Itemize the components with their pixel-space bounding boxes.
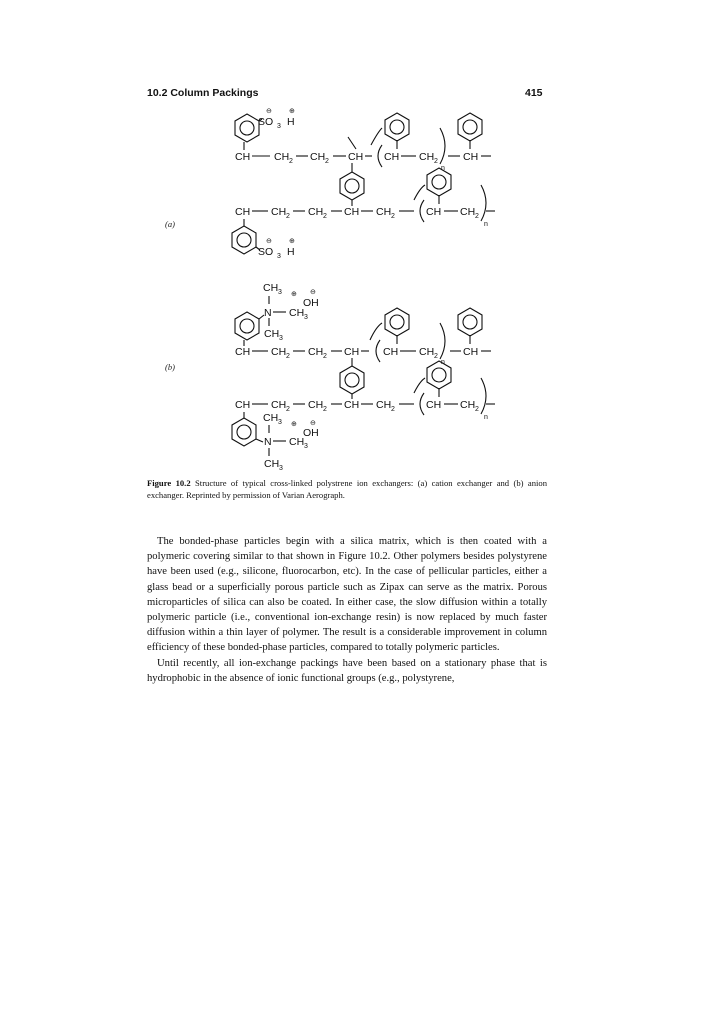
ch2-unit: CH	[271, 399, 287, 411]
figure-part-a	[165, 108, 495, 260]
ch-unit: CH	[235, 399, 251, 411]
ring-circle	[345, 373, 359, 387]
ch-unit: CH	[463, 346, 479, 358]
benzene-ring	[385, 308, 409, 336]
ch2-unit: CH	[419, 151, 435, 163]
page-number: 415	[525, 87, 543, 99]
repeat-n: n	[441, 359, 445, 366]
ring-circle	[240, 121, 254, 135]
paren-open	[378, 145, 382, 167]
hydroxide: OH	[303, 427, 319, 439]
subscript-3: 3	[304, 443, 308, 450]
subscript-2: 2	[286, 353, 290, 360]
ch-unit: CH	[235, 346, 251, 358]
benzene-ring	[232, 226, 256, 254]
ring-circle	[345, 179, 359, 193]
ch2-unit: CH	[310, 151, 326, 163]
body-text	[147, 534, 547, 686]
ch2-unit: CH	[271, 346, 287, 358]
subscript-2: 2	[391, 406, 395, 413]
benzene-ring	[235, 312, 259, 340]
ch2-unit: CH	[460, 399, 476, 411]
figure-caption	[147, 477, 547, 501]
subscript-3: 3	[277, 123, 281, 130]
paren-open	[376, 340, 380, 362]
ch2-unit: CH	[460, 206, 476, 218]
repeat-n: n	[441, 165, 445, 172]
paragraph: The bonded-phase particles begin with a silica matrix, which is then coated with a polymeric covering similar to that shown in Figure 10.2. Other polymers besides polystyrene have been used (e.g., silicone, fluorocarbon, etc). In the case of pellicular particles, either a glass bead or a superficially porous particle such as Zipax can serve as the matrix. Porous microparticles of silica can also be coated. In either case, the slow diffusion within a totally polymeric particle (i.e., conventional ion-exchange resin) is now replaced by much faster diffusion within a thin layer of polymer. The result is a considerable improvement in column efficiency of these bonded-phase particles, compared to totally polymeric particles.	[147, 536, 547, 654]
ring-circle	[237, 425, 251, 439]
ch-unit: CH	[344, 346, 360, 358]
structure-figure	[0, 0, 723, 480]
benzene-ring	[235, 114, 259, 142]
running-header-section: 10.2 Column Packings	[147, 87, 259, 99]
charge-plus: ⊕	[289, 238, 295, 245]
ring-circle	[390, 120, 404, 134]
ch-unit: CH	[344, 399, 360, 411]
repeat-n: n	[484, 414, 488, 421]
ch-unit: CH	[426, 206, 442, 218]
ch-unit: CH	[426, 399, 442, 411]
benzene-ring	[427, 361, 451, 389]
subscript-2: 2	[325, 158, 329, 165]
ch-unit: CH	[235, 206, 251, 218]
charge-plus: ⊕	[291, 421, 297, 428]
ring-circle	[237, 233, 251, 247]
paren-close	[481, 378, 486, 414]
ch3-group: CH	[289, 436, 305, 448]
ch3-group: CH	[263, 412, 279, 424]
subscript-2: 2	[475, 406, 479, 413]
figure-part-b	[165, 282, 495, 472]
hydroxide: OH	[303, 297, 319, 309]
benzene-ring	[458, 308, 482, 336]
figure-label-a: (a)	[165, 219, 175, 229]
paren-close	[440, 323, 445, 359]
benzene-ring	[458, 113, 482, 141]
subscript-2: 2	[475, 213, 479, 220]
nitrogen: N	[264, 436, 272, 448]
ring-circle	[240, 319, 254, 333]
benzene-ring	[427, 168, 451, 196]
paren-open	[420, 200, 424, 222]
subscript-2: 2	[434, 158, 438, 165]
crosslink-ring	[340, 172, 364, 200]
subscript-2: 2	[323, 213, 327, 220]
ch-unit: CH	[344, 206, 360, 218]
subscript-2: 2	[323, 353, 327, 360]
subscript-2: 2	[286, 213, 290, 220]
subscript-2: 2	[391, 213, 395, 220]
paren-close	[481, 185, 486, 221]
benzene-ring	[385, 113, 409, 141]
ch2-unit: CH	[376, 399, 392, 411]
ch-unit: CH	[463, 151, 479, 163]
ch-unit: CH	[348, 151, 364, 163]
crosslink-ring	[340, 366, 364, 394]
ch-unit: CH	[383, 346, 399, 358]
subscript-2: 2	[286, 406, 290, 413]
ring-circle	[432, 175, 446, 189]
paren-close	[440, 128, 445, 164]
subscript-2: 2	[434, 353, 438, 360]
figure-caption-label: Figure 10.2	[147, 478, 191, 488]
bond	[348, 137, 356, 149]
charge-minus: ⊖	[266, 238, 272, 245]
ch2-unit: CH	[308, 399, 324, 411]
charge-minus: ⊖	[310, 289, 316, 296]
subscript-2: 2	[289, 158, 293, 165]
paren-arc	[414, 185, 425, 200]
so3-group: SO	[258, 116, 274, 128]
charge-plus: ⊕	[289, 108, 295, 115]
subscript-3: 3	[278, 419, 282, 426]
hydrogen-ion: H	[287, 246, 295, 258]
ch3-group: CH	[263, 282, 279, 294]
charge-minus: ⊖	[266, 108, 272, 115]
ch-unit: CH	[235, 151, 251, 163]
subscript-3: 3	[304, 314, 308, 321]
paragraph: Until recently, all ion-exchange packings have been based on a stationary phase that is hydrophobic in the absence of ionic functional groups (e.g., polystyrene,	[147, 657, 547, 684]
ch2-unit: CH	[308, 346, 324, 358]
ring-circle	[463, 315, 477, 329]
figure-caption-text: Structure of typical cross-linked polystrene ion exchangers: (a) cation exchanger and (b) anion exchanger. Reprinted by permission of Varian Aerograph.	[147, 478, 548, 500]
ch3-group: CH	[264, 328, 280, 340]
ch2-unit: CH	[419, 346, 435, 358]
ch2-unit: CH	[274, 151, 290, 163]
ch2-unit: CH	[376, 206, 392, 218]
subscript-3: 3	[279, 465, 283, 472]
benzene-ring	[232, 418, 256, 446]
charge-minus: ⊖	[310, 420, 316, 427]
paren-arc	[414, 378, 425, 393]
paren-open	[420, 393, 424, 415]
bond	[256, 439, 263, 442]
nitrogen: N	[264, 307, 272, 319]
charge-plus: ⊕	[291, 291, 297, 298]
subscript-2: 2	[323, 406, 327, 413]
paren-arc	[370, 323, 382, 340]
ch2-unit: CH	[271, 206, 287, 218]
paren-arc	[371, 128, 382, 145]
subscript-3: 3	[278, 289, 282, 296]
ring-circle	[463, 120, 477, 134]
hydrogen-ion: H	[287, 116, 295, 128]
subscript-3: 3	[279, 335, 283, 342]
ring-circle	[432, 368, 446, 382]
figure-label-b: (b)	[165, 362, 175, 372]
ch-unit: CH	[384, 151, 400, 163]
repeat-n: n	[484, 221, 488, 228]
so3-group: SO	[258, 246, 274, 258]
ring-circle	[390, 315, 404, 329]
ch2-unit: CH	[308, 206, 324, 218]
ch3-group: CH	[264, 458, 280, 470]
ch3-group: CH	[289, 307, 305, 319]
subscript-3: 3	[277, 253, 281, 260]
